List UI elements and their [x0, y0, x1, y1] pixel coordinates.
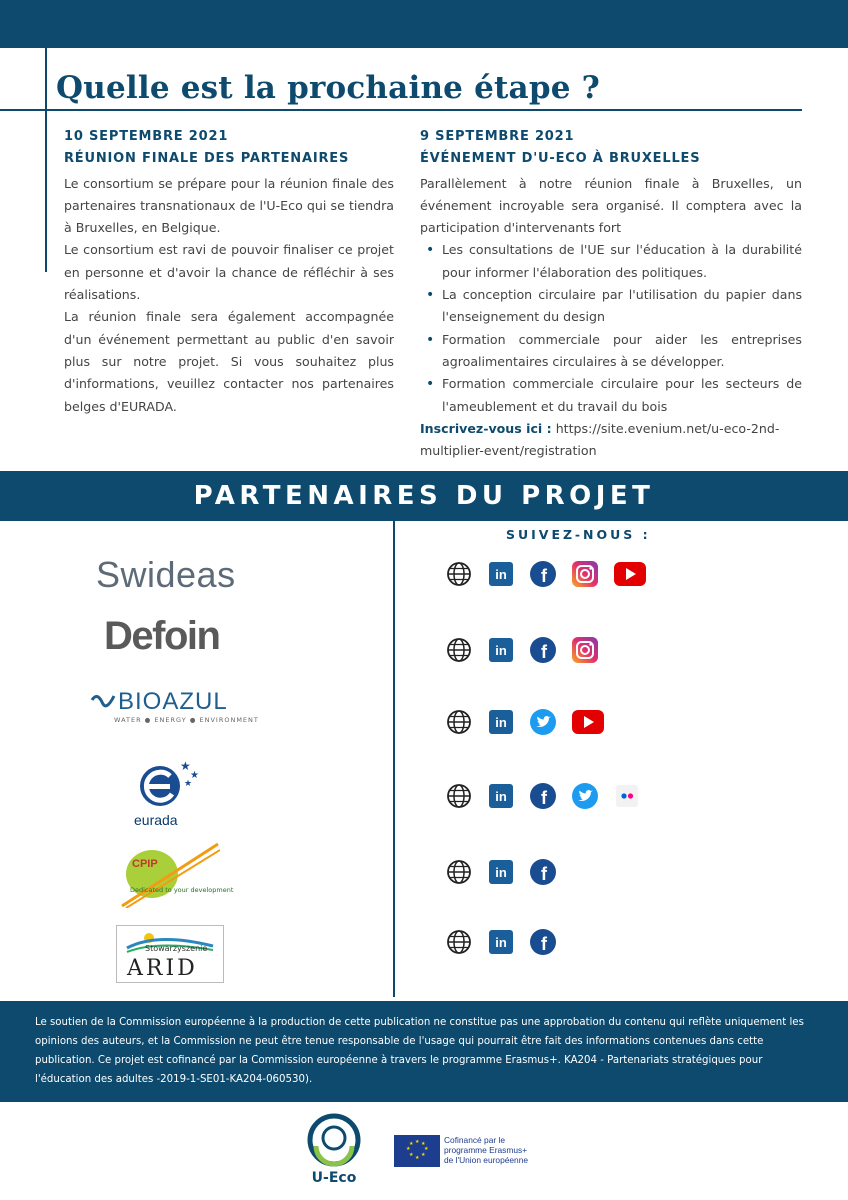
facebook-icon[interactable]: [530, 783, 556, 809]
top-banner: [0, 0, 848, 48]
registration-label: Inscrivez-vous ici :: [420, 420, 552, 436]
swideas-logo: [96, 554, 256, 598]
facebook-icon[interactable]: [530, 561, 556, 587]
svg-text:★: ★: [415, 1139, 420, 1145]
svg-text:in: in: [495, 643, 507, 658]
disclaimer-footer: [0, 1001, 848, 1102]
linkedin-icon[interactable]: [488, 783, 514, 809]
svg-text:★: ★: [409, 1152, 414, 1158]
svg-text:★: ★: [424, 1146, 429, 1152]
brussels-event-intro: Parallèlement à notre réunion finale à Bruxelles, un événement incroyable sera organisé. Il comptera avec la participation d'intervenants fort: [420, 175, 802, 236]
ueco-logo: [302, 1112, 366, 1190]
social-links-eurada: [446, 782, 656, 810]
instagram-icon[interactable]: [572, 561, 598, 587]
svg-text:f: f: [541, 566, 547, 586]
follow-us-label: SUIVEZ-NOUS :: [506, 527, 651, 542]
eu-funding-line: programme Erasmus+: [444, 1145, 528, 1155]
svg-text:f: f: [541, 864, 547, 884]
cpip-tagline: Dedicated to your development: [130, 886, 234, 894]
eurada-logo-text: eurada: [134, 812, 178, 828]
svg-text:★: ★: [409, 1141, 414, 1147]
eu-flag-icon: [394, 1135, 440, 1167]
svg-text:f: f: [541, 934, 547, 954]
list-item: • Formation commerciale pour aider les entreprises agroalimentaires circulaires à se développer.: [420, 329, 802, 374]
ueco-logo-text: U-Eco: [311, 1170, 357, 1186]
flickr-icon[interactable]: [614, 783, 640, 809]
bioazul-logo: [90, 688, 259, 730]
eu-funding-line: Cofinancé par le: [444, 1135, 505, 1145]
youtube-icon[interactable]: [572, 709, 604, 735]
eu-funding-line: de l'Union européenne: [444, 1155, 529, 1165]
svg-text:★: ★: [406, 1146, 411, 1152]
svg-text:in: in: [495, 715, 507, 730]
facebook-icon[interactable]: [530, 929, 556, 955]
arid-logo: [116, 925, 224, 983]
swideas-logo-text: Swideas: [96, 554, 236, 595]
final-meeting-paragraph: Le consortium se prépare pour la réunion finale des partenaires transnationaux de l'U-Eco qui se tiendra à Bruxelles, en Belgique.: [64, 175, 394, 236]
defoin-logo: [104, 614, 254, 660]
linkedin-icon[interactable]: [488, 859, 514, 885]
twitter-icon[interactable]: [530, 709, 556, 735]
defoin-logo-text: Defoin: [104, 614, 220, 658]
eu-erasmus-logo: [394, 1135, 544, 1169]
youtube-icon[interactable]: [614, 561, 646, 587]
social-links-cpip: [446, 858, 572, 886]
final-meeting-section: [64, 126, 394, 418]
globe-icon[interactable]: [446, 859, 472, 885]
partners-heading: PARTENAIRES DU PROJET: [0, 471, 848, 521]
social-links-arid: [446, 928, 572, 956]
facebook-icon[interactable]: [530, 637, 556, 663]
list-item: • La conception circulaire par l'utilisation du papier dans l'enseignement du design: [420, 284, 802, 329]
list-item: • Les consultations de l'UE sur l'éducation à la durabilité pour informer l'élaboration des politiques.: [420, 239, 802, 284]
instagram-icon[interactable]: [572, 637, 598, 663]
ueco-rings-icon: [302, 1112, 366, 1168]
svg-text:★: ★: [415, 1155, 420, 1161]
frame-horizontal-line: [0, 109, 802, 111]
final-meeting-heading: RÉUNION FINALE DES PARTENAIRES: [64, 151, 350, 167]
globe-icon[interactable]: [446, 929, 472, 955]
final-meeting-paragraph: Le consortium est ravi de pouvoir finaliser ce projet en personne et d'avoir la chance de réfléchir à ses réalisations.: [64, 242, 394, 303]
frame-vertical-line: [45, 40, 47, 272]
arid-logo-text: ARID: [127, 956, 198, 981]
linkedin-icon[interactable]: [488, 929, 514, 955]
globe-icon[interactable]: [446, 637, 472, 663]
social-links-swideas: [446, 560, 662, 588]
twitter-icon[interactable]: [572, 783, 598, 809]
cpip-emblem-icon: [120, 840, 220, 908]
facebook-icon[interactable]: [530, 859, 556, 885]
svg-text:★: ★: [184, 779, 193, 789]
svg-text:★: ★: [190, 770, 199, 781]
svg-text:in: in: [495, 567, 507, 582]
cpip-logo-text: CPIP: [132, 858, 158, 870]
final-meeting-date: 10 SEPTEMBRE 2021: [64, 129, 229, 144]
final-meeting-paragraph: La réunion finale sera également accompagnée d'un événement permettant au public d'en savoir plus sur notre projet. Si vous souhaitez plus d'informations, veuillez contacter nos partenaires belges d'EURADA.: [64, 309, 394, 414]
svg-text:★: ★: [421, 1141, 426, 1147]
linkedin-icon[interactable]: [488, 561, 514, 587]
svg-text:f: f: [541, 788, 547, 808]
eurada-logo: [134, 756, 204, 828]
cpip-logo: [120, 840, 234, 908]
svg-text:★: ★: [421, 1152, 426, 1158]
svg-text:f: f: [541, 642, 547, 662]
eurada-emblem-icon: [134, 756, 204, 812]
social-links-bioazul: [446, 708, 620, 736]
disclaimer-text: Le soutien de la Commission européenne à la production de cette publication ne constitue pas une approbation du contenu qui reflète uniquement les opinions des auteurs, et la Commission ne peut être tenue responsable de l'usage qui pourrait être fait des informations contenues dans cette publication. Ce projet est cofinancé par la Commission européenne à travers le programme Erasmus+. KA204 - Partenariats stratégiques pour l'éducation des adultes -2019-1-SE01-KA204-060530).: [35, 1017, 804, 1085]
brussels-event-date: 9 SEPTEMBRE 2021: [420, 129, 575, 144]
globe-icon[interactable]: [446, 783, 472, 809]
brussels-event-heading: ÉVÉNEMENT D'U-ECO À BRUXELLES: [420, 151, 701, 167]
linkedin-icon[interactable]: [488, 637, 514, 663]
list-item: • Formation commerciale circulaire pour les secteurs de l'ameublement et du travail du bois: [420, 373, 802, 418]
svg-text:in: in: [495, 789, 507, 804]
svg-text:★: ★: [180, 759, 191, 773]
bioazul-logo-text: BIOAZUL: [118, 688, 228, 715]
linkedin-icon[interactable]: [488, 709, 514, 735]
bioazul-tagline: WATER ● ENERGY ● ENVIRONMENT: [114, 716, 259, 724]
svg-text:in: in: [495, 865, 507, 880]
bioazul-wave-icon: [90, 690, 116, 716]
page-title: Quelle est la prochaine étape ?: [56, 70, 600, 106]
speaker-topics-list: [420, 239, 802, 417]
brussels-event-section: [420, 126, 802, 462]
globe-icon[interactable]: [446, 709, 472, 735]
social-links-defoin: [446, 636, 614, 664]
registration-line: [420, 418, 802, 463]
registration-link[interactable]: https://site.evenium.net/u-eco-2nd-multiplier-event/registration: [420, 420, 780, 459]
eu-funding-text: [444, 1135, 528, 1165]
globe-icon[interactable]: [446, 561, 472, 587]
svg-text:in: in: [495, 935, 507, 950]
arid-subtitle: Stowarzyszenie: [145, 944, 208, 953]
partners-divider: [393, 521, 395, 997]
